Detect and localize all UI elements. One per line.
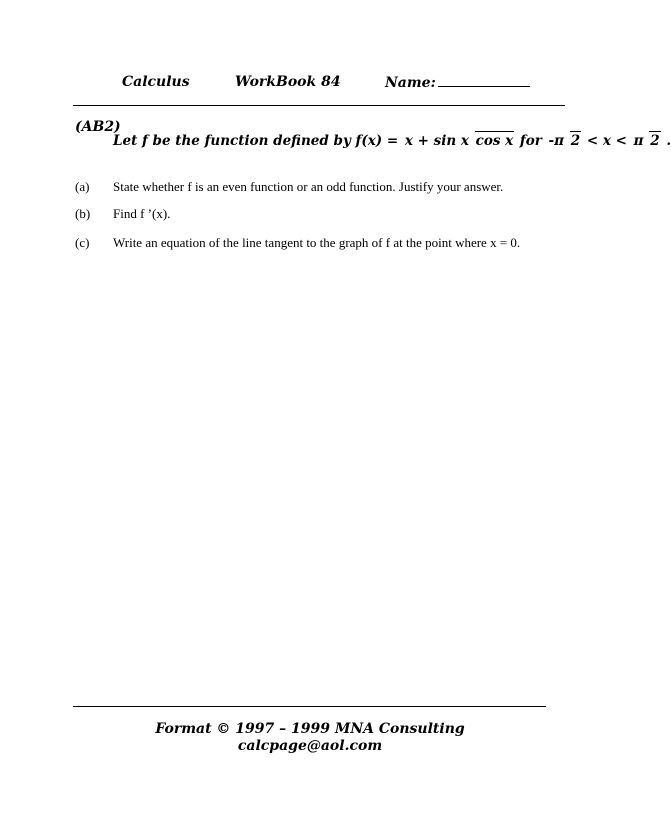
left-bound-fraction	[548, 133, 582, 149]
right-bound-fraction	[633, 133, 661, 149]
header-divider	[73, 105, 565, 106]
function-numerator: x + sin x	[404, 132, 469, 149]
question-c-text: Write an equation of the line tangent to the graph of f at the point where x = 0.	[113, 235, 521, 250]
problem-label: (AB2)	[75, 119, 121, 135]
question-b-text: Find f ’(x).	[113, 206, 171, 221]
question-a-text: State whether f is an even function or an odd function. Justify your answer.	[113, 179, 504, 194]
inequality-text: < x <	[586, 132, 627, 149]
right-bound-numerator: π	[633, 132, 644, 149]
header-name-field	[385, 74, 530, 91]
for-word: for	[519, 132, 542, 149]
name-blank-line	[438, 74, 530, 87]
left-bound-numerator: -π	[548, 132, 565, 149]
footer-email: calcpage@aol.com	[237, 738, 383, 754]
footer-divider	[73, 706, 546, 707]
name-label: Name:	[385, 75, 436, 91]
statement-end: .	[666, 132, 671, 149]
question-a	[75, 179, 503, 195]
question-a-label: (a)	[75, 179, 90, 194]
question-b	[75, 206, 170, 222]
question-c	[75, 235, 520, 251]
problem-statement	[113, 132, 671, 149]
header-course: Calculus	[122, 74, 190, 90]
header-workbook: WorkBook 84	[235, 74, 341, 90]
right-bound-denominator: 2	[650, 132, 660, 149]
function-fraction	[404, 133, 514, 149]
left-bound-denominator: 2	[570, 132, 581, 149]
function-denominator: cos x	[475, 132, 514, 149]
footer-copyright: Format © 1997 – 1999 MNA Consulting	[155, 721, 465, 737]
question-b-label: (b)	[75, 206, 91, 221]
question-c-label: (c)	[75, 235, 90, 250]
statement-prefix: Let f be the function defined by f(x) =	[113, 132, 399, 149]
